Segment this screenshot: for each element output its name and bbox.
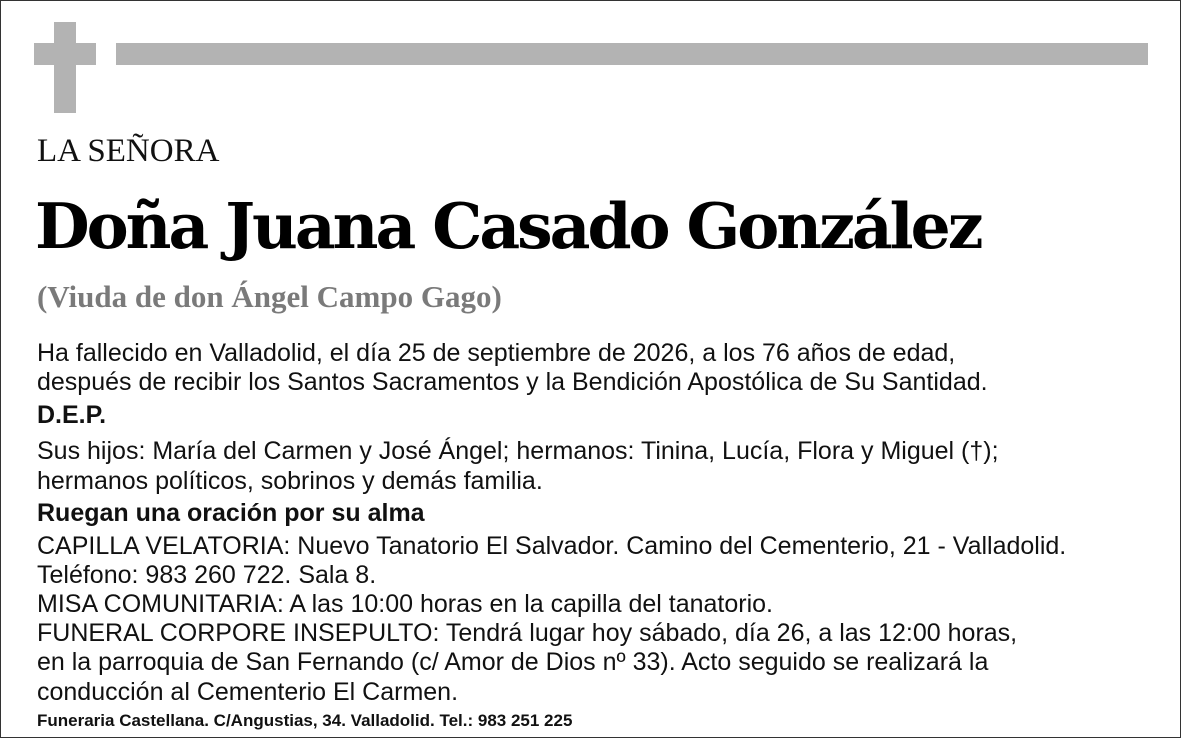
service-line-1: CAPILLA VELATORIA: Nuevo Tanatorio El Salvador. Camino del Cementerio, 21 - Valladolid.: [37, 532, 1067, 560]
honorific-prefix: LA SEÑORA: [37, 133, 220, 169]
cross-icon-arm: [34, 43, 96, 65]
deceased-name: Doña Juana Casado González: [35, 189, 981, 263]
funeral-home-footer: Funeraria Castellana. C/Angustias, 34. Valladolid. Tel.: 983 251 225: [37, 711, 573, 730]
family-line-2: hermanos políticos, sobrinos y demás familia.: [37, 467, 543, 495]
widow-of-line: (Viuda de don Ángel Campo Gago): [37, 279, 502, 314]
cross-icon: [54, 22, 76, 113]
service-line-6: conducción al Cementerio El Carmen.: [37, 678, 459, 706]
death-line-1: Ha fallecido en Valladolid, el día 25 de septiembre de 2026, a los 76 años de edad,: [37, 339, 956, 367]
header-rule: [116, 43, 1148, 65]
death-line-2: después de recibir los Santos Sacramentos y la Bendición Apostólica de Su Santidad.: [37, 368, 988, 396]
service-line-2: Teléfono: 983 260 722. Sala 8.: [37, 561, 377, 589]
dep-label: D.E.P.: [37, 401, 107, 429]
service-line-4: FUNERAL CORPORE INSEPULTO: Tendrá lugar hoy sábado, día 26, a las 12:00 horas,: [37, 619, 1018, 647]
family-line-1: Sus hijos: María del Carmen y José Ángel; hermanos: Tinina, Lucía, Flora y Miguel (†);: [37, 437, 999, 465]
prayer-request: Ruegan una oración por su alma: [37, 499, 425, 527]
service-line-5: en la parroquia de San Fernando (c/ Amor de Dios nº 33). Acto seguido se realizará la: [37, 648, 989, 676]
service-line-3: MISA COMUNITARIA: A las 10:00 horas en la capilla del tanatorio.: [37, 590, 773, 618]
